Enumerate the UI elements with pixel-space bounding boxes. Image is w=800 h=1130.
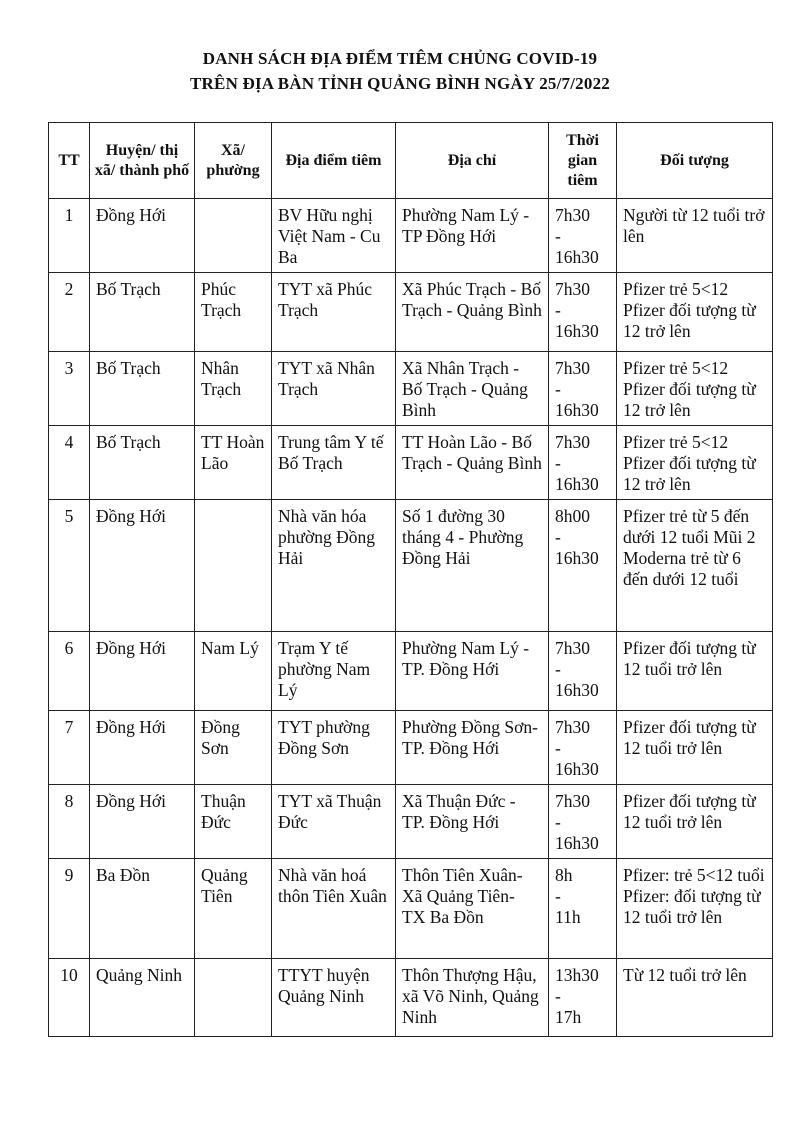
cell-time: [549, 273, 617, 352]
time-end: 16h30: [555, 680, 599, 700]
header-address: Địa chỉ: [396, 123, 549, 199]
cell-time: [549, 426, 617, 500]
cell-time: [549, 352, 617, 426]
cell-address: Thôn Thượng Hậu, xã Võ Ninh, Quảng Ninh: [396, 959, 549, 1037]
time-start: 8h00: [555, 506, 590, 526]
cell-time: [549, 500, 617, 632]
cell-tt: 1: [49, 199, 90, 273]
cell-target: Pfizer: trẻ 5<12 tuổi Pfizer: đối tượng từ 12 tuổi trở lên: [617, 859, 773, 959]
time-separator: -: [555, 812, 561, 832]
cell-time: [549, 711, 617, 785]
time-end: 16h30: [555, 759, 599, 779]
cell-ward: [195, 959, 272, 1037]
cell-target: Pfizer đối tượng từ 12 tuổi trở lên: [617, 711, 773, 785]
cell-address: TT Hoàn Lão - Bố Trạch - Quảng Bình: [396, 426, 549, 500]
title-line-1: DANH SÁCH ĐỊA ĐIỂM TIÊM CHỦNG COVID-19: [202, 49, 598, 68]
vaccination-sites-table: [48, 122, 773, 1037]
cell-ward: Quảng Tiên: [195, 859, 272, 959]
cell-ward: Nam Lý: [195, 632, 272, 711]
cell-time: [549, 632, 617, 711]
cell-address: Phường Nam Lý - TP. Đồng Hới: [396, 632, 549, 711]
cell-time: [549, 785, 617, 859]
time-separator: -: [555, 453, 561, 473]
cell-ward: Nhân Trạch: [195, 352, 272, 426]
cell-site: TYT xã Phúc Trạch: [272, 273, 396, 352]
cell-target: Pfizer trẻ 5<12 Pfizer đối tượng từ 12 trở lên: [617, 426, 773, 500]
cell-address: Xã Phúc Trạch - Bố Trạch - Quảng Bình: [396, 273, 549, 352]
time-start: 7h30: [555, 638, 590, 658]
time-separator: -: [555, 527, 561, 547]
cell-site: TYT xã Nhân Trạch: [272, 352, 396, 426]
time-start: 8h: [555, 865, 573, 885]
cell-tt: 3: [49, 352, 90, 426]
time-separator: -: [555, 300, 561, 320]
cell-ward: TT Hoàn Lão: [195, 426, 272, 500]
cell-tt: 8: [49, 785, 90, 859]
cell-ward: Thuận Đức: [195, 785, 272, 859]
time-end: 16h30: [555, 474, 599, 494]
cell-address: Số 1 đường 30 tháng 4 - Phường Đồng Hải: [396, 500, 549, 632]
cell-tt: 7: [49, 711, 90, 785]
cell-target: Pfizer trẻ từ 5 đến dưới 12 tuổi Mũi 2 Moderna trẻ từ 6 đến dưới 12 tuổi: [617, 500, 773, 632]
cell-site: Nhà văn hóa phường Đồng Hải: [272, 500, 396, 632]
cell-site: Trạm Y tế phường Nam Lý: [272, 632, 396, 711]
document-title: [0, 46, 800, 96]
time-end: 16h30: [555, 321, 599, 341]
cell-target: Người từ 12 tuổi trở lên: [617, 199, 773, 273]
time-start: 7h30: [555, 432, 590, 452]
cell-target: Từ 12 tuổi trở lên: [617, 959, 773, 1037]
table-row: [49, 711, 773, 785]
cell-site: TYT xã Thuận Đức: [272, 785, 396, 859]
time-separator: -: [555, 659, 561, 679]
cell-address: Thôn Tiên Xuân- Xã Quảng Tiên- TX Ba Đồn: [396, 859, 549, 959]
header-time: Thời gian tiêm: [549, 123, 617, 199]
table-row: [49, 352, 773, 426]
cell-tt: 4: [49, 426, 90, 500]
time-end: 16h30: [555, 833, 599, 853]
cell-target: Pfizer trẻ 5<12 Pfizer đối tượng từ 12 trở lên: [617, 273, 773, 352]
time-end: 11h: [555, 907, 581, 927]
cell-site: Trung tâm Y tế Bố Trạch: [272, 426, 396, 500]
cell-time: [549, 959, 617, 1037]
table-row: [49, 273, 773, 352]
cell-ward: [195, 500, 272, 632]
cell-ward: Phúc Trạch: [195, 273, 272, 352]
time-separator: -: [555, 886, 561, 906]
cell-address: Xã Nhân Trạch - Bố Trạch - Quảng Bình: [396, 352, 549, 426]
cell-district: Đồng Hới: [90, 199, 195, 273]
cell-target: Pfizer trẻ 5<12 Pfizer đối tượng từ 12 trở lên: [617, 352, 773, 426]
time-start: 7h30: [555, 358, 590, 378]
time-end: 16h30: [555, 548, 599, 568]
cell-tt: 2: [49, 273, 90, 352]
cell-address: Xã Thuận Đức - TP. Đồng Hới: [396, 785, 549, 859]
time-separator: -: [555, 738, 561, 758]
cell-address: Phường Nam Lý - TP Đồng Hới: [396, 199, 549, 273]
title-line-2: TRÊN ĐỊA BÀN TỈNH QUẢNG BÌNH NGÀY 25/7/2022: [190, 74, 610, 93]
time-start: 13h30: [555, 965, 599, 985]
table-row: [49, 959, 773, 1037]
time-end: 16h30: [555, 400, 599, 420]
table-row: [49, 199, 773, 273]
cell-district: Đồng Hới: [90, 500, 195, 632]
table-row: [49, 426, 773, 500]
time-start: 7h30: [555, 717, 590, 737]
cell-address: Phường Đồng Sơn- TP. Đồng Hới: [396, 711, 549, 785]
cell-district: Ba Đồn: [90, 859, 195, 959]
time-separator: -: [555, 379, 561, 399]
cell-site: Nhà văn hoá thôn Tiên Xuân: [272, 859, 396, 959]
table-header-row: [49, 123, 773, 199]
time-separator: -: [555, 226, 561, 246]
cell-district: Bố Trạch: [90, 352, 195, 426]
cell-time: [549, 859, 617, 959]
time-start: 7h30: [555, 205, 590, 225]
cell-district: Đồng Hới: [90, 711, 195, 785]
time-end: 17h: [555, 1007, 582, 1027]
cell-target: Pfizer đối tượng từ 12 tuổi trở lên: [617, 785, 773, 859]
table-row: [49, 500, 773, 632]
time-start: 7h30: [555, 279, 590, 299]
cell-time: [549, 199, 617, 273]
cell-district: Bố Trạch: [90, 426, 195, 500]
time-end: 16h30: [555, 247, 599, 267]
header-target: Đối tượng: [617, 123, 773, 199]
table-row: [49, 859, 773, 959]
cell-district: Quảng Ninh: [90, 959, 195, 1037]
cell-target: Pfizer đối tượng từ 12 tuổi trở lên: [617, 632, 773, 711]
cell-tt: 6: [49, 632, 90, 711]
cell-site: TTYT huyện Quảng Ninh: [272, 959, 396, 1037]
table-row: [49, 785, 773, 859]
header-ward: Xã/ phường: [195, 123, 272, 199]
cell-ward: Đồng Sơn: [195, 711, 272, 785]
cell-district: Đồng Hới: [90, 785, 195, 859]
cell-ward: [195, 199, 272, 273]
cell-tt: 10: [49, 959, 90, 1037]
time-start: 7h30: [555, 791, 590, 811]
header-tt: TT: [49, 123, 90, 199]
cell-site: BV Hữu nghị Việt Nam - Cu Ba: [272, 199, 396, 273]
cell-district: Đồng Hới: [90, 632, 195, 711]
cell-tt: 5: [49, 500, 90, 632]
cell-district: Bố Trạch: [90, 273, 195, 352]
cell-site: TYT phường Đồng Sơn: [272, 711, 396, 785]
header-site: Địa điểm tiêm: [272, 123, 396, 199]
table-row: [49, 632, 773, 711]
header-district: Huyện/ thị xã/ thành phố: [90, 123, 195, 199]
cell-tt: 9: [49, 859, 90, 959]
time-separator: -: [555, 986, 561, 1006]
